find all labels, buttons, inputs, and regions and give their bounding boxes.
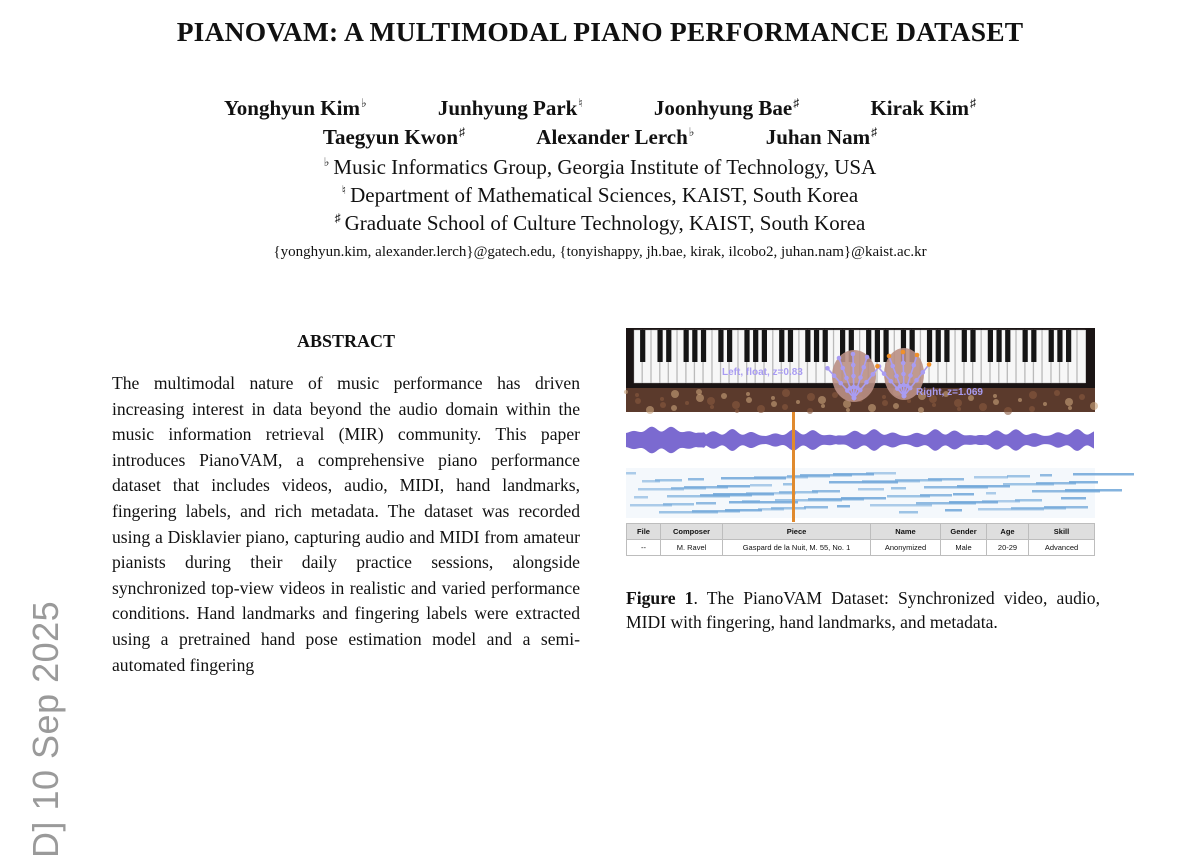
black-key: [1057, 330, 1062, 362]
table-header: Gender: [941, 524, 987, 540]
affiliation: ♭ Music Informatics Group, Georgia Institute of Technology, USA: [323, 155, 877, 179]
black-key: [996, 330, 1001, 362]
landmark-point: [861, 365, 866, 370]
carpet-dot: [957, 407, 961, 411]
midi-note: [837, 505, 850, 508]
landmark-point: [902, 394, 907, 399]
midi-note: [671, 487, 706, 490]
landmark-point: [875, 364, 880, 369]
metadata-table: [626, 523, 1095, 556]
table-header: Age: [987, 524, 1029, 540]
audio-waveform: [626, 427, 1094, 454]
carpet-dot: [846, 408, 850, 412]
landmark-point: [838, 381, 843, 386]
table-header: Skill: [1029, 524, 1095, 540]
carpet-dot: [635, 398, 641, 404]
midi-note: [858, 488, 884, 491]
black-key: [988, 330, 993, 362]
carpet-dot: [782, 389, 790, 397]
author: Juhan Nam♯: [765, 125, 878, 149]
carpet-dot: [1065, 398, 1073, 406]
table-header: File: [627, 524, 661, 540]
carpet-dot: [979, 403, 987, 411]
arxiv-stamp: [22, 390, 70, 858]
table-cell: Advanced: [1029, 540, 1095, 556]
landmark-point: [858, 375, 863, 380]
midi-note: [700, 494, 752, 497]
midi-note: [945, 509, 962, 512]
black-key: [701, 330, 706, 362]
carpet-dot: [868, 404, 876, 412]
abstract-text: The multimodal nature of music performance has driven increasing interest in data beyond the audio domain within the music information retrieval (MIR) community. This paper introduces PianoVAM, a comprehensive piano performance dataset that includes videos, audio, MIDI, hand landmarks, fingering labels, and rich metadata. The dataset was recorded using a Disklavier piano, capturing audio and MIDI from amateur pianists during their daily practice sessions, alongside synchronized top-view videos in realistic and varied performance conditions. Hand landmarks and fingering labels were extracted using a pretrained hand pose estimation model and a semi-automated fingering: [112, 373, 580, 675]
black-key: [1066, 330, 1071, 362]
table-cell: Male: [941, 540, 987, 556]
table-header: Name: [871, 524, 941, 540]
black-key: [1005, 330, 1010, 362]
table-cell: Gaspard de la Nuit, M. 55, No. 1: [723, 540, 871, 556]
black-key: [814, 330, 819, 362]
carpet-dot: [1054, 390, 1060, 396]
carpet-dot: [1029, 406, 1035, 412]
carpet-dot: [1090, 402, 1098, 410]
midi-note: [688, 478, 704, 481]
paper-title: PIANOVAM: A MULTIMODAL PIANO PERFORMANCE DATASET: [176, 16, 1024, 47]
author: Junhyung Park♮: [437, 96, 583, 120]
midi-note: [717, 485, 750, 488]
black-key: [927, 330, 932, 362]
carpet-dot: [771, 401, 777, 407]
landmark-point: [852, 396, 857, 401]
carpet-dot: [721, 393, 727, 399]
table-cell: M. Ravel: [661, 540, 723, 556]
landmark-point: [915, 353, 920, 358]
midi-piano-roll: [626, 468, 1134, 518]
black-key: [1031, 330, 1036, 362]
carpet-dot: [757, 405, 765, 413]
carpet-dot: [882, 395, 886, 399]
midi-note: [642, 480, 660, 483]
table-cell: Anonymized: [871, 540, 941, 556]
landmark-point: [901, 361, 906, 366]
carpet-dot: [671, 405, 677, 411]
affiliation: ♯ Graduate School of Culture Technology, KAIST, South Korea: [334, 211, 866, 235]
carpet-dot: [993, 399, 999, 405]
midi-note: [663, 503, 694, 506]
carpet-dot: [696, 394, 704, 402]
landmark-point: [844, 376, 849, 381]
midi-note: [841, 497, 886, 500]
carpet-dot: [732, 401, 740, 409]
carpet-dot: [685, 401, 689, 405]
midi-note: [870, 504, 932, 507]
carpet-dot: [671, 390, 679, 398]
black-key: [875, 330, 880, 362]
landmark-point: [901, 350, 906, 355]
carpet-dot: [1029, 391, 1037, 399]
midi-note: [1061, 497, 1086, 500]
carpet-dot: [832, 392, 838, 398]
black-key: [744, 330, 749, 362]
midi-note: [804, 506, 828, 509]
table-header-row: [627, 524, 1095, 540]
carpet-dot: [893, 403, 899, 409]
landmark-point: [894, 374, 899, 379]
midi-note: [750, 484, 772, 487]
black-key: [936, 330, 941, 362]
black-key: [753, 330, 758, 362]
landmark-point: [851, 374, 856, 379]
carpet-dot: [807, 408, 813, 414]
landmark-point: [908, 386, 913, 391]
midi-note: [953, 493, 974, 496]
author: Alexander Lerch♭: [536, 125, 695, 149]
midi-note: [626, 472, 636, 475]
midi-note: [920, 494, 952, 497]
midi-note: [866, 472, 896, 475]
author: Kirak Kim♯: [870, 96, 977, 120]
black-key: [1023, 330, 1028, 362]
carpet-dot: [735, 409, 739, 413]
midi-note: [891, 487, 906, 490]
author: Taegyun Kwon♯: [322, 125, 466, 149]
black-key: [805, 330, 810, 362]
arxiv-stamp-text: D] 10 Sep 2025: [25, 600, 66, 858]
table-header: Piece: [723, 524, 871, 540]
black-key: [657, 330, 662, 362]
author: Yonghyun Kim♭: [223, 96, 367, 120]
carpet-dot: [818, 396, 826, 404]
midi-note: [928, 478, 964, 481]
carpet-dot: [954, 399, 962, 407]
landmark-point: [840, 366, 845, 371]
table-cell: 20-29: [987, 540, 1029, 556]
midi-note: [957, 485, 1010, 488]
midi-note: [1040, 474, 1052, 477]
carpet-dot: [1018, 398, 1022, 402]
landmark-point: [837, 356, 842, 361]
video-frame: [624, 328, 1098, 415]
caption-label: Figure 1: [626, 588, 694, 608]
black-key: [684, 330, 689, 362]
carpet-dot: [1079, 394, 1085, 400]
landmark-point: [882, 371, 887, 376]
carpet-dot: [932, 403, 936, 407]
table-cell: --: [627, 540, 661, 556]
landmark-point: [921, 370, 926, 375]
midi-note: [899, 511, 918, 514]
carpet-dot: [660, 402, 666, 408]
carpet-dot: [821, 404, 825, 408]
midi-note: [1044, 506, 1088, 509]
landmark-point: [825, 366, 830, 371]
landmark-point: [864, 380, 869, 385]
midi-note: [1073, 473, 1134, 476]
midi-note: [1065, 489, 1122, 492]
black-key: [788, 330, 793, 362]
midi-note: [758, 508, 784, 511]
midi-note: [696, 502, 716, 505]
author: Joonhyung Bae♯: [653, 96, 800, 120]
carpet-dot: [635, 393, 639, 397]
landmark-point: [927, 362, 932, 367]
black-key: [823, 330, 828, 362]
carpet-dot: [624, 390, 628, 394]
affiliation: ♮ Department of Mathematical Sciences, KAIST, South Korea: [341, 183, 859, 207]
table-header: Composer: [661, 524, 723, 540]
carpet-dot: [807, 393, 815, 401]
landmark-point: [851, 352, 856, 357]
landmark-point: [901, 372, 906, 377]
black-key: [970, 330, 975, 362]
midi-note: [1069, 481, 1098, 484]
carpet-dot: [882, 400, 888, 406]
midi-note: [982, 500, 1020, 503]
table-row: [627, 540, 1095, 556]
landmark-point: [914, 378, 919, 383]
landmark-point: [888, 379, 893, 384]
landmark-point: [851, 363, 856, 368]
black-key: [727, 330, 732, 362]
author-row-2: [0, 125, 1200, 150]
midi-note: [729, 501, 798, 504]
carpet-dot: [796, 400, 800, 404]
midi-note: [1015, 499, 1042, 502]
carpet-dot: [710, 405, 714, 409]
carpet-dot: [1043, 402, 1047, 406]
midi-note: [1007, 475, 1030, 478]
black-key: [944, 330, 949, 362]
landmark-point: [911, 363, 916, 368]
black-key: [692, 330, 697, 362]
midi-note: [725, 509, 762, 512]
caption-text: . The PianoVAM Dataset: Synchronized video, audio, MIDI with fingering, hand landmarks, and metadata.: [626, 588, 1100, 632]
black-key: [640, 330, 645, 362]
carpet-dot: [782, 404, 788, 410]
landmark-point: [908, 373, 913, 378]
black-key: [1049, 330, 1054, 362]
carpet-dot: [771, 396, 775, 400]
carpet-dot: [746, 392, 750, 396]
carpet-dot: [918, 407, 924, 413]
author-emails: {yonghyun.kim, alexander.lerch}@gatech.edu, {tonyishappy, jh.bae, kirak, ilcobo2, juhan.nam}@kaist.ac.kr: [273, 244, 927, 260]
landmark-point: [890, 364, 895, 369]
landmark-point: [887, 354, 892, 359]
midi-note: [986, 492, 996, 495]
carpet-dot: [660, 397, 664, 401]
figure-caption: [626, 586, 1100, 634]
author-row-1: [0, 96, 1200, 121]
black-key: [779, 330, 784, 362]
figure-1: [626, 328, 1095, 560]
overlay-left-label: Left, float, z=0.83: [722, 367, 803, 378]
black-key: [718, 330, 723, 362]
carpet-dot: [707, 397, 715, 405]
playhead-cursor: [792, 412, 795, 522]
carpet-dot: [907, 399, 911, 403]
carpet-dot: [746, 397, 752, 403]
abstract-heading: ABSTRACT: [296, 331, 396, 351]
midi-note: [634, 496, 648, 499]
carpet-dot: [993, 394, 997, 398]
carpet-dot: [646, 406, 654, 414]
black-key: [666, 330, 671, 362]
white-key: [1077, 330, 1085, 383]
carpet-dot: [1068, 406, 1072, 410]
midi-note: [974, 476, 1008, 479]
black-key: [962, 330, 967, 362]
landmark-point: [871, 372, 876, 377]
landmark-point: [832, 373, 837, 378]
carpet-dot: [696, 389, 702, 395]
midi-note: [812, 490, 840, 493]
overlay-right-label: Right, z=1.069: [916, 387, 983, 398]
landmark-point: [865, 355, 870, 360]
carpet-dot: [1004, 407, 1012, 415]
black-key: [762, 330, 767, 362]
landmark-point: [858, 388, 863, 393]
